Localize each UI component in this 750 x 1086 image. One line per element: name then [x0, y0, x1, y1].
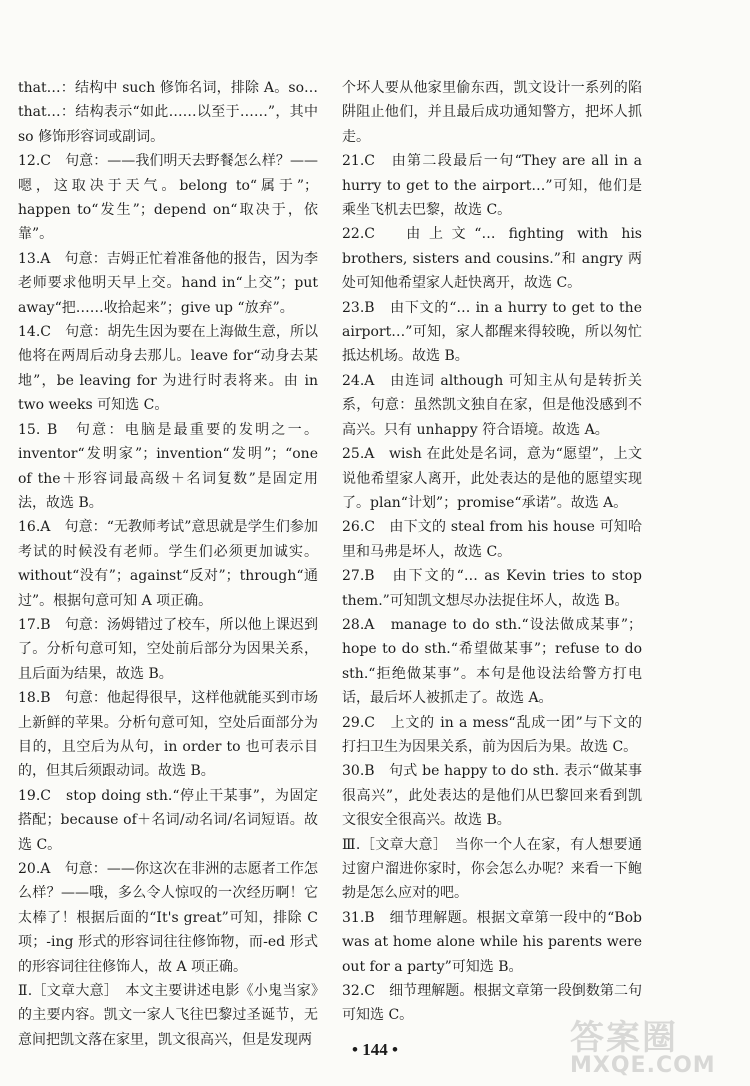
- answer-15: 15. B 句意：电脑是最重要的发明之一。inventor“发明家”；invention“发明”；“one of the＋形容词最高级＋名词复数”是固定用法，故选 B。: [18, 421, 318, 511]
- right-column: [342, 76, 642, 1028]
- answer-16: 16.A 句意：“无教师考试”意思就是学生们参加考试的时候没有老师。学生们必须更加诚实。without“没有”；against“反对”；through“通过”。根据句意可知 A 项正确。: [18, 519, 318, 609]
- answer-23: 23.B 由下文的“… in a hurry to get to the airport…”可知，家人都醒来得较晚，所以匆忙抵达机场。故选 B。: [342, 299, 642, 365]
- answer-19: 19.C stop doing sth.“停止干某事”，为固定搭配；because of＋名词/动名词/名词短语。故选 C。: [18, 787, 318, 853]
- section-ii-summary: Ⅱ.［文章大意］ 本文主要讲述电影《小鬼当家》的主要内容。凯文一家人飞往巴黎过圣诞节，无意间把凯文落在家里，凯文很高兴，但是发现两: [18, 983, 318, 1048]
- section-ii-summary-continued: 个坏人要从他家里偷东西，凯文设计一系列的陷阱阻止他们，并且最后成功通知警方，把坏人抓走。: [342, 80, 642, 145]
- answer-18: 18.B 句意：他起得很早，这样他就能买到市场上新鲜的苹果。分析句意可知，空处后面部分为目的，且空后为从句，in order to 也可表示目的，但其后须跟动词。故选 B。: [18, 690, 318, 780]
- answer-31: 31.B 细节理解题。根据文章第一段中的“Bob was at home alone while his parents were out for a party”可知选 B。: [342, 909, 642, 975]
- page-number: • 144 •: [352, 1040, 398, 1059]
- watermark-top-text: 答案圈: [570, 1018, 678, 1058]
- answer-20: 20.A 句意：——你这次在非洲的志愿者工作怎么样？——哦，多么令人惊叹的一次经历啊！它太棒了！根据后面的“It's great”可知，排除 C 项；-ing 形式的形容词往往修饰物，而-ed 形式的形容词往往修饰人，故 A 项正确。: [18, 861, 318, 975]
- left-paragraph-0: that…：结构中 such 修饰名词，排除 A。so… that…：结构表示“如此……以至于……”，其中 so 修饰形容词或副词。: [18, 80, 318, 145]
- answer-27: 27.B 由下文的“… as Kevin tries to stop them.”可知凯文想尽办法捉住坏人，故选 B。: [342, 568, 642, 609]
- answer-22: 22.C 由上文“… fighting with his brothers, sisters and cousins.”和 angry 两处可知他希望家人赶快离开，故选 C。: [342, 226, 642, 292]
- answer-13: 13.A 句意：吉姆正忙着准备他的报告，因为李老师要求他明天早上交。hand in“上交”；put away“把……收拾起来”；give up “放弃”。: [18, 250, 318, 316]
- watermark-logo: [570, 1010, 740, 1080]
- answer-12: 12.C 句意：——我们明天去野餐怎么样？——嗯，这取决于天气。belong to“属于”；happen to“发生”；depend on“取决于，依靠”。: [18, 153, 318, 243]
- watermark-bottom-text: MXQE.COM: [570, 1053, 716, 1078]
- answer-30: 30.B 句式 be happy to do sth. 表示“做某事很高兴”，此处表达的是他们从巴黎回来看到凯文很安全很高兴。故选 B。: [342, 763, 642, 829]
- answer-17: 17.B 句意：汤姆错过了校车，所以他上课迟到了。分析句意可知，空处前后部分为因果关系，且后面为结果，故选 B。: [18, 616, 318, 682]
- answer-25: 25.A wish 在此处是名词，意为“愿望”，上文说他希望家人离开，此处表达的是他的愿望实现了。plan“计划”；promise“承诺”。故选 A。: [342, 446, 642, 511]
- answer-24: 24.A 由连词 although 可知主从句是转折关系，句意：虽然凯文独自在家，但是他没感到不高兴。只有 unhappy 符合语境。故选 A。: [342, 372, 642, 438]
- answer-28: 28.A manage to do sth.“设法做成某事”；hope to do sth.“希望做某事”；refuse to do sth.“拒绝做某事”。本句是他设法给警方打电话，最后坏人被抓走了。故选 A。: [342, 616, 642, 707]
- left-column: [18, 76, 318, 1052]
- answer-29: 29.C 上文的 in a mess“乱成一团”与下文的打扫卫生为因果关系，前为因后为果。故选 C。: [342, 714, 642, 755]
- answer-32: 32.C 细节理解题。根据文章第一段倒数第二句可知选 C。: [342, 983, 642, 1024]
- answer-14: 14.C 句意：胡先生因为要在上海做生意，所以他将在两周后动身去那儿。leave for“动身去某地”，be leaving for 为进行时表将来。由 in two weeks 可知选 C。: [18, 324, 318, 414]
- answer-21: 21.C 由第二段最后一句“They are all in a hurry to get to the airport…”可知，他们是乘坐飞机去巴黎，故选 C。: [342, 153, 642, 219]
- section-iii-summary: Ⅲ.［文章大意］ 当你一个人在家，有人想要通过窗户溜进你家时，你会怎么办呢？来看一下鲍勃是怎么应对的吧。: [342, 836, 642, 902]
- answer-26: 26.C 由下文的 steal from his house 可知哈里和马弗是坏人，故选 C。: [342, 519, 642, 560]
